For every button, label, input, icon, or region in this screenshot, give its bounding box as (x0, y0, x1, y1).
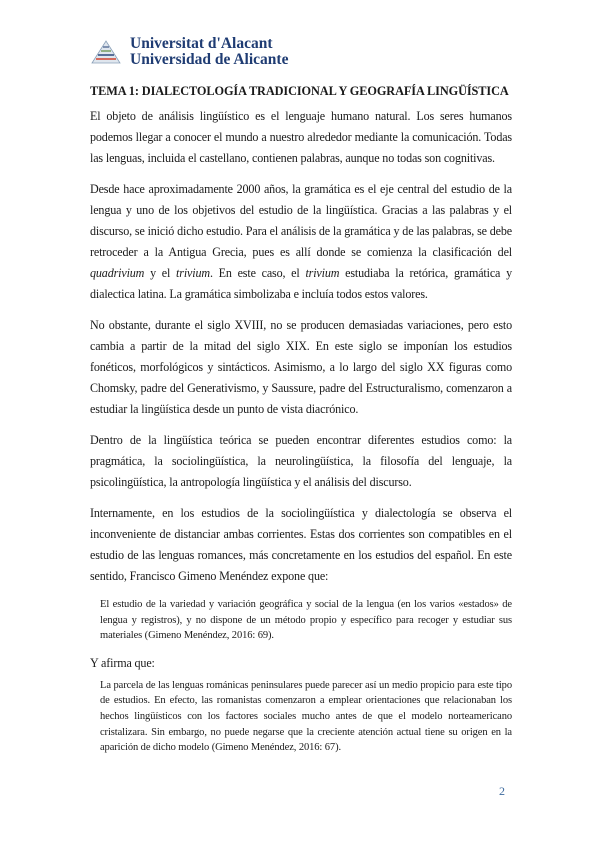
term-trivium-second: trivium (305, 266, 340, 280)
quote-1: El estudio de la variedad y variación geográfica y social de la lengua (en los varios «estados» de lengua y registros), y no dispone de un método propio y específico para recoger y estudiar sus materiales (Gimeno Menéndez, 2016: 69). (100, 599, 512, 642)
paragraph-2-text-b: y el (144, 266, 177, 280)
page-number: 2 (499, 784, 505, 798)
paragraph-2 (90, 179, 512, 305)
paragraph-6: Y afirma que: (90, 655, 155, 670)
paragraph-2-text-d: estudiaba la retórica, gramática y dialectica latina. La gramática simbolizaba e incluía todos estos valores. (90, 266, 512, 301)
paragraph-5: Internamente, en los estudios de la sociolingüística y dialectología se observa el inconveniente de distanciar ambas corrientes. Estas dos corrientes son compatibles en el estudio de las lenguas romances, más concretamente en los estudios del español. En este sentido, Francisco Gimeno Menéndez expone que: (90, 506, 512, 583)
term-quadrivium: quadrivium (90, 266, 145, 280)
document-title: TEMA 1: DIALECTOLOGÍA TRADICIONAL Y GEOGRAFÍA LINGÜÍSTICA (90, 84, 509, 98)
university-emblem-icon (90, 37, 122, 67)
term-trivium: trivium (176, 266, 210, 280)
paragraph-2-text-c: . En este caso, el (209, 266, 306, 280)
quote-2: La parcela de las lenguas románicas peninsulares puede parecer así un medio propicio para este tipo de estudios. En efecto, las romanistas comenzaron a emplear orientaciones que relacionaban los hechos lingüísticos con los factores sociales mucho antes de que el modelo norteamericano cristalizara. Sin embargo, no puede negarse que la creciente atención actual tiene su origen en la aparición de dicho modelo (Gimeno Menéndez, 2016: 67). (100, 679, 512, 754)
paragraph-3: No obstante, durante el siglo XVIII, no se producen demasiadas variaciones, pero esto cambia a partir de la mitad del siglo XIX. En este siglo se imponían los estudios fonéticos, morfológicos y sintácticos. Asimismo, a lo largo del siglo XX figuras como Chomsky, padre del Generativismo, y Saussure, padre del Estructuralismo, comenzaron a estudiar la lingüística desde un punto de vista diacrónico. (90, 318, 512, 416)
document-body (90, 84, 512, 765)
paragraph-2-text-a: Desde hace aproximadamente 2000 años, la gramática es el eje central del estudio de la lengua y uno de los objetivos del estudio de la lingüística. Gracias a las palabras y el discurso, se inició dicho estudio. Para el análisis de la gramática y de las palabras, se debe retroceder a la Antigua Grecia, pues es allí donde se comienza la clasificación del (90, 182, 512, 259)
paragraph-4: Dentro de la lingüística teórica se pueden encontrar diferentes estudios como: la pragmática, la sociolingüística, la neurolingüística, la filosofía del lenguaje, la psicolingüística, la antropología lingüística y el análisis del discurso. (90, 433, 512, 489)
university-logo (90, 36, 288, 68)
logo-line-spanish: Universidad de Alicante (130, 51, 289, 68)
logo-line-catalan: Universitat d'Alacant (130, 35, 273, 52)
university-name (130, 36, 288, 68)
paragraph-1: El objeto de análisis lingüístico es el lenguaje humano natural. Los seres humanos podemos llegar a conocer el mundo a nuestro alrededor mediante la comunicación. Todas las lenguas, incluida el castellano, contienen palabras, aunque no todas son cognitivas. (90, 109, 512, 165)
